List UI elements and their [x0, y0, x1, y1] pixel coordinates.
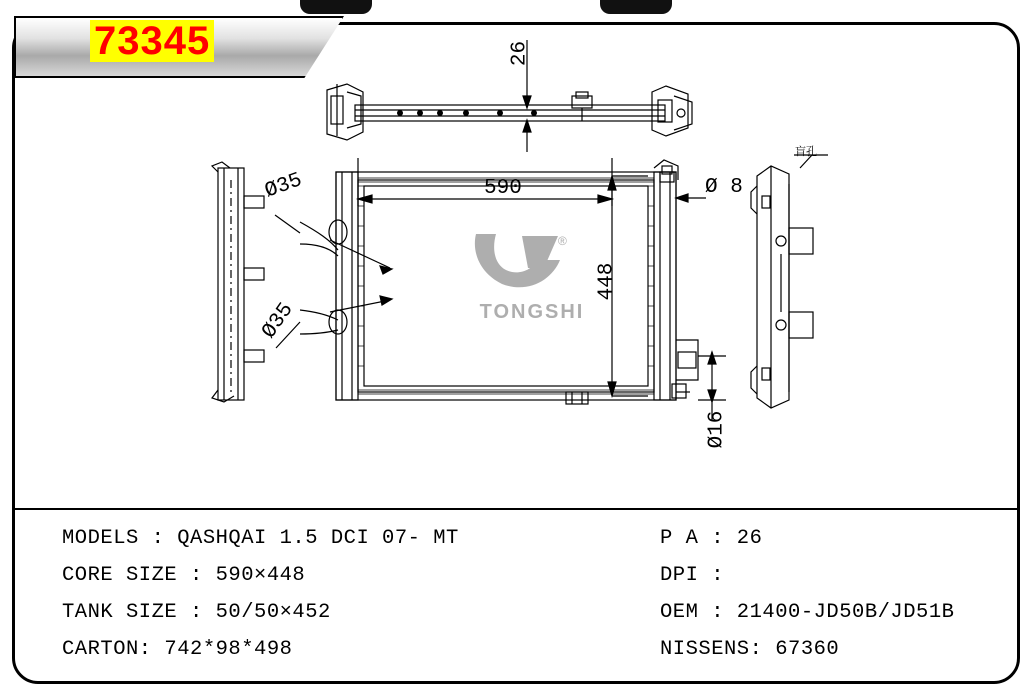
annotation-blind-hole: 盲孔 — [795, 146, 817, 158]
dim-core-height: 448 — [595, 262, 619, 301]
top-tab-right — [600, 0, 672, 14]
spec-models: MODELS : QASHQAI 1.5 DCI 07- MT — [62, 527, 459, 550]
spec-nissens: NISSENS: 67360 — [660, 638, 840, 661]
brand-name: TONGSHI — [479, 301, 585, 323]
spec-oem: OEM : 21400-JD50B/JD51B — [660, 601, 955, 624]
info-divider — [15, 508, 1017, 510]
tongshi-logo-icon — [466, 228, 598, 294]
spec-dpi: DPI : — [660, 564, 725, 587]
dim-drain-diameter: Ø16 — [705, 410, 729, 449]
top-tab-left — [300, 0, 372, 14]
spec-carton: CARTON: 742*98*498 — [62, 638, 293, 661]
dim-hole-diameter: Ø 8 — [705, 176, 743, 199]
spec-column-left — [62, 520, 662, 668]
registered-mark: ® — [558, 234, 567, 248]
brand-watermark — [452, 228, 612, 324]
dim-inlet-upper: Ø35 — [262, 169, 306, 204]
spec-column-right — [660, 520, 1032, 668]
part-number: 73345 — [90, 20, 214, 62]
dim-inlet-lower: Ø35 — [258, 299, 299, 344]
dim-top-height: 26 — [508, 40, 532, 67]
spec-core-size: CORE SIZE : 590×448 — [62, 564, 306, 587]
spec-tank-size: TANK SIZE : 50/50×452 — [62, 601, 331, 624]
dim-core-width: 590 — [484, 177, 522, 200]
spec-pa: P A : 26 — [660, 527, 763, 550]
